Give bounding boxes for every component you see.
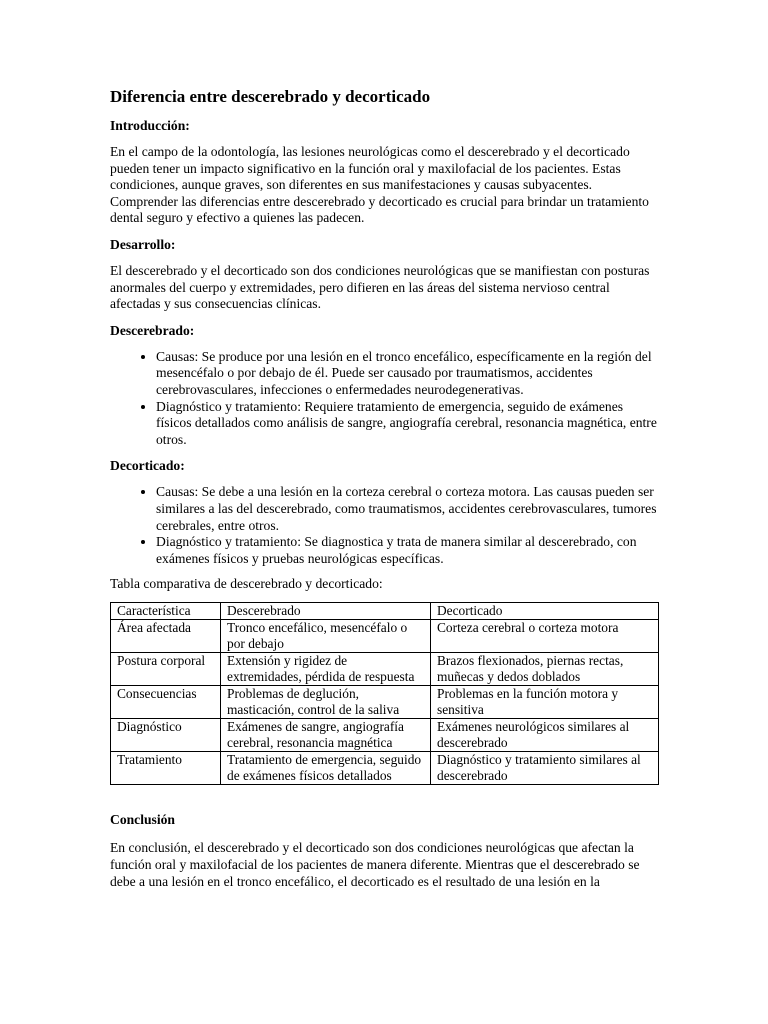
table-row xyxy=(111,653,659,686)
table-cell: Brazos flexionados, piernas rectas, muñecas y dedos doblados xyxy=(431,653,659,686)
intro-paragraph: En el campo de la odontología, las lesiones neurológicas como el descerebrado y el decorticado pueden tener un impacto significativo en la función oral y maxilofacial de los pacientes. Estas condiciones, aunque graves, son diferentes en sus manifestaciones y causas subyacentes. Comprender las diferencias entre descerebrado y decorticado es crucial para brindar un tratamiento dental seguro y efectivo a quienes las padecen. xyxy=(110,144,649,226)
table-cell: Tratamiento xyxy=(111,752,221,785)
table-cell: Consecuencias xyxy=(111,686,221,719)
table-row xyxy=(111,686,659,719)
list-item: • Diagnóstico y tratamiento: Requiere tratamiento de emergencia, seguido de exámenes físicos detallados como análisis de sangre, angiografía cerebral, resonancia magnética, entre otros. xyxy=(156,399,658,449)
table-cell: Postura corporal xyxy=(111,653,221,686)
decorticado-heading: Decorticado: xyxy=(110,458,185,474)
decorticado-list xyxy=(110,484,658,567)
table-cell: Tronco encefálico, mesencéfalo o por debajo xyxy=(221,620,431,653)
table-row xyxy=(111,752,659,785)
table-header-cell: Descerebrado xyxy=(221,602,431,620)
document-content xyxy=(110,86,658,899)
table-cell: Diagnóstico xyxy=(111,719,221,752)
document-title: Diferencia entre descerebrado y decorticado xyxy=(110,87,431,106)
table-header-row xyxy=(111,602,659,620)
list-item: • Causas: Se debe a una lesión en la corteza cerebral o corteza motora. Las causas pueden ser similares a las del descerebrado, como traumatismos, accidentes cerebrovasculares, tumores cerebrales, entre otros. xyxy=(156,484,658,534)
descerebrado-list xyxy=(110,349,658,449)
list-item: • Causas: Se produce por una lesión en el tronco encefálico, específicamente en la región del mesencéfalo o por debajo de él. Puede ser causado por traumatismos, accidentes cerebrovasculares, infecciones o enfermedades neurodegenerativas. xyxy=(156,349,658,399)
table-row xyxy=(111,719,659,752)
table-cell: Corteza cerebral o corteza motora xyxy=(431,620,659,653)
table-caption: Tabla comparativa de descerebrado y decorticado: xyxy=(110,576,383,592)
development-paragraph: El descerebrado y el decorticado son dos condiciones neurológicas que se manifiestan con posturas anormales del cuerpo y extremidades, pero difieren en las áreas del sistema nervioso central afectadas y sus consecuencias clínicas. xyxy=(110,262,650,312)
table-cell: Área afectada xyxy=(111,620,221,653)
comparison-table xyxy=(110,602,659,786)
table-cell: Problemas en la función motora y sensitiva xyxy=(431,686,659,719)
table-cell: Exámenes de sangre, angiografía cerebral, resonancia magnética xyxy=(221,719,431,752)
table-cell: Extensión y rigidez de extremidades, pérdida de respuesta xyxy=(221,653,431,686)
development-heading: Desarrollo: xyxy=(110,236,176,252)
table-cell: Problemas de deglución, masticación, control de la saliva xyxy=(221,686,431,719)
table-cell: Exámenes neurológicos similares al descerebrado xyxy=(431,719,659,752)
table-row xyxy=(111,620,659,653)
table-header-cell: Característica xyxy=(111,602,221,620)
conclusion-paragraph: En conclusión, el descerebrado y el decorticado son dos condiciones neurológicas que afectan la función oral y maxilofacial de los pacientes de manera diferente. Mientras que el descerebrado se debe a una lesión en el tronco encefálico, el decorticado es el resultado de una lesión en la xyxy=(110,840,640,889)
descerebrado-heading: Descerebrado: xyxy=(110,322,195,338)
table-cell: Tratamiento de emergencia, seguido de exámenes físicos detallados xyxy=(221,752,431,785)
list-item: • Diagnóstico y tratamiento: Se diagnostica y trata de manera similar al descerebrado, con exámenes físicos y pruebas neurológicas específicas. xyxy=(156,534,658,567)
table-header-cell: Decorticado xyxy=(431,602,659,620)
intro-heading: Introducción: xyxy=(110,118,190,133)
conclusion-heading: Conclusión xyxy=(110,812,175,828)
table-cell: Diagnóstico y tratamiento similares al descerebrado xyxy=(431,752,659,785)
